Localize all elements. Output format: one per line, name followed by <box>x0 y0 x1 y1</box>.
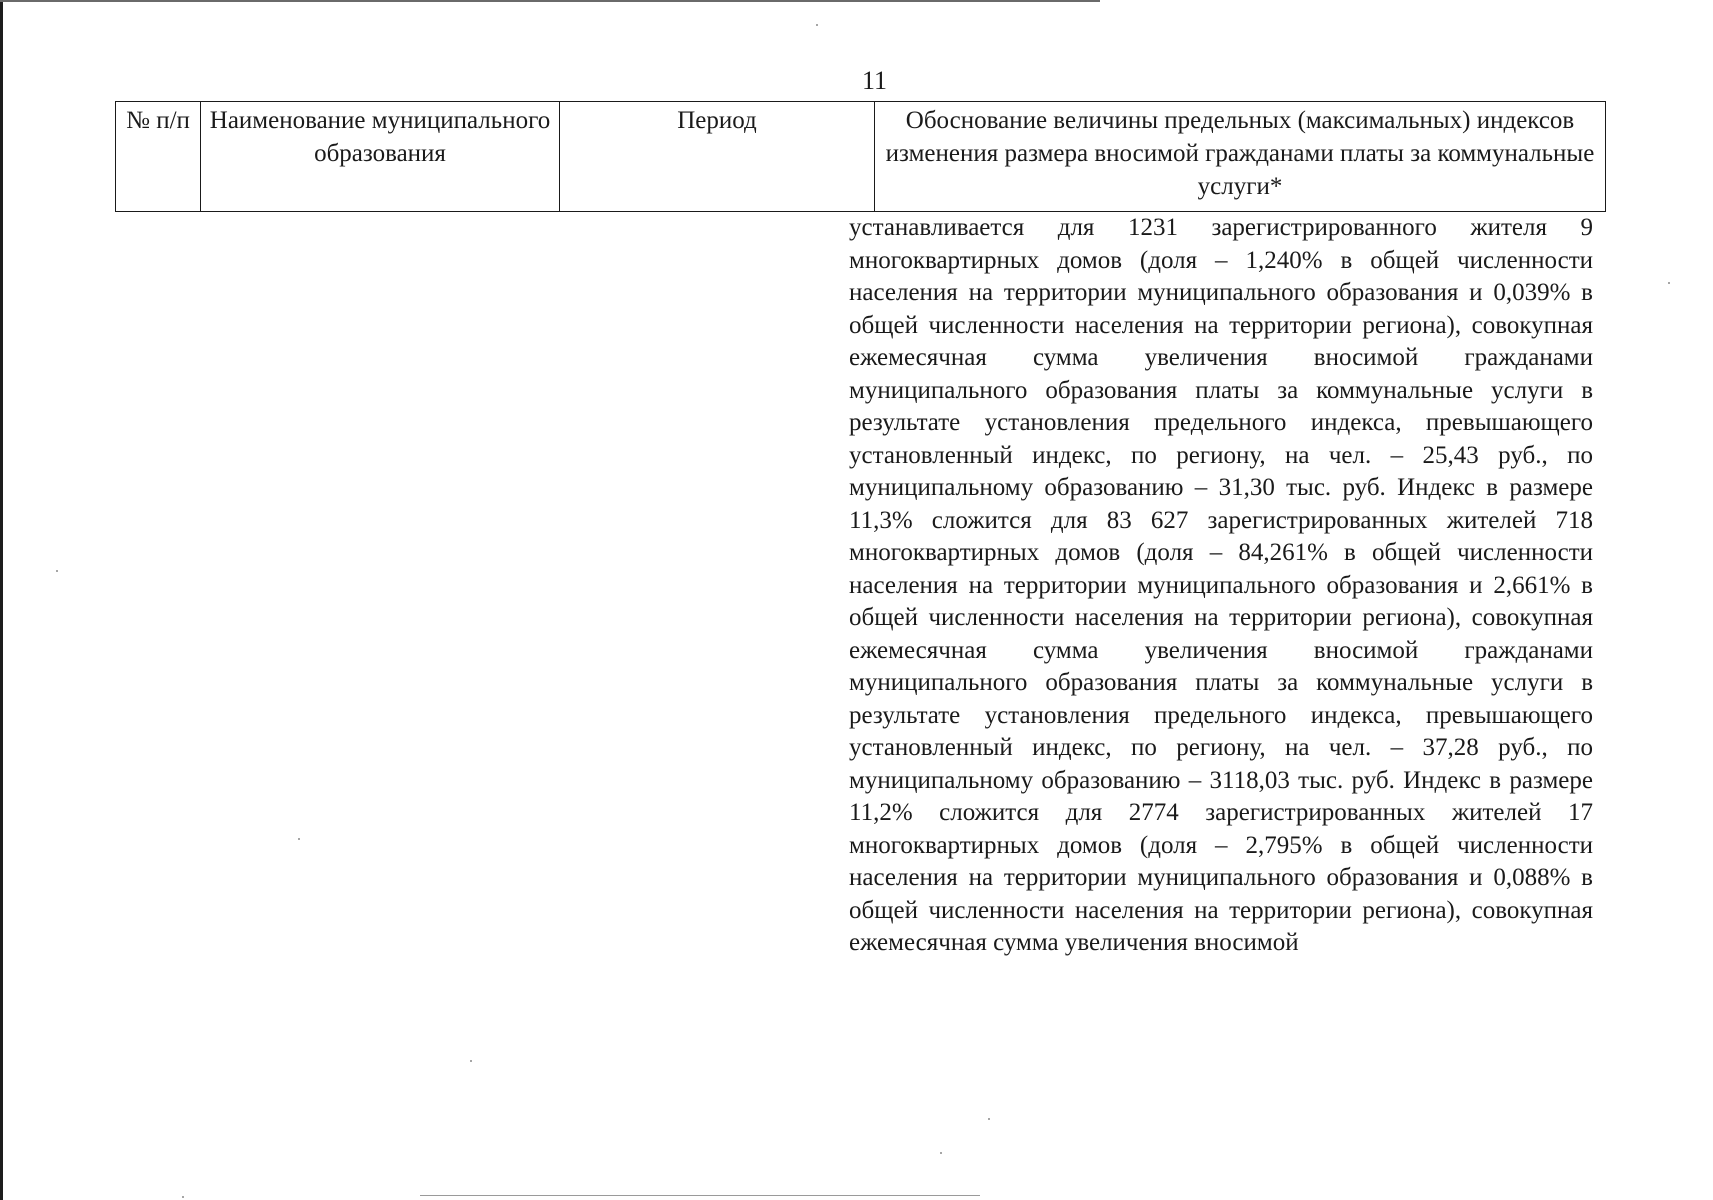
scan-speck <box>988 1118 990 1120</box>
header-row <box>116 102 1606 212</box>
column-header-municipality: Наименование муниципального образования <box>201 102 560 212</box>
scan-edge-bottom <box>420 1195 980 1196</box>
scan-edge-top <box>0 0 1100 2</box>
column-header-number: № п/п <box>116 102 201 212</box>
page-number: 11 <box>862 66 888 95</box>
scan-speck <box>298 838 300 840</box>
column-header-justification: Обоснование величины предельных (максимальных) индексов изменения размера вносимой гражданами платы за коммунальные услуги* <box>875 102 1606 212</box>
header-table <box>115 101 1606 212</box>
scan-speck <box>816 24 818 26</box>
scan-speck <box>470 1060 472 1062</box>
scan-speck <box>940 1152 942 1154</box>
scan-speck <box>56 570 58 572</box>
scan-speck <box>1668 282 1670 284</box>
column-header-period: Период <box>560 102 875 212</box>
justification-text: устанавливается для 1231 зарегистрированного жителя 9 многоквартирных домов (доля – 1,240% в общей численности населения на территории муниципального образования и 0,039% в общей численности населения на территории региона), совокупная ежемесячная сумма увеличения вносимой гражданами муниципального образования платы за коммунальные услуги в результате установления предельного индекса, превышающего установленный индекс, по региону, на чел. – 25,43 руб., по муниципальному образованию – 31,30 тыс. руб. Индекс в размере 11,3% сложится для 83 627 зарегистрированных жителей 718 многоквартирных домов (доля – 84,261% в общей численности населения на территории муниципального образования и 2,661% в общей численности населения на территории региона), совокупная ежемесячная сумма увеличения вносимой гражданами муниципального образования платы за коммунальные услуги в результате установления предельного индекса, превышающего установленный индекс, по региону, на чел. – 37,28 руб., по муниципальному образованию – 3118,03 тыс. руб. Индекс в размере 11,2% сложится для 2774 зарегистрированных жителей 17 многоквартирных домов (доля – 2,795% в общей численности населения на территории муниципального образования и 0,088% в общей численности населения на территории региона), совокупная ежемесячная сумма увеличения вносимой <box>849 214 1593 956</box>
scan-edge-left <box>0 0 3 1200</box>
scan-speck <box>182 1196 184 1198</box>
